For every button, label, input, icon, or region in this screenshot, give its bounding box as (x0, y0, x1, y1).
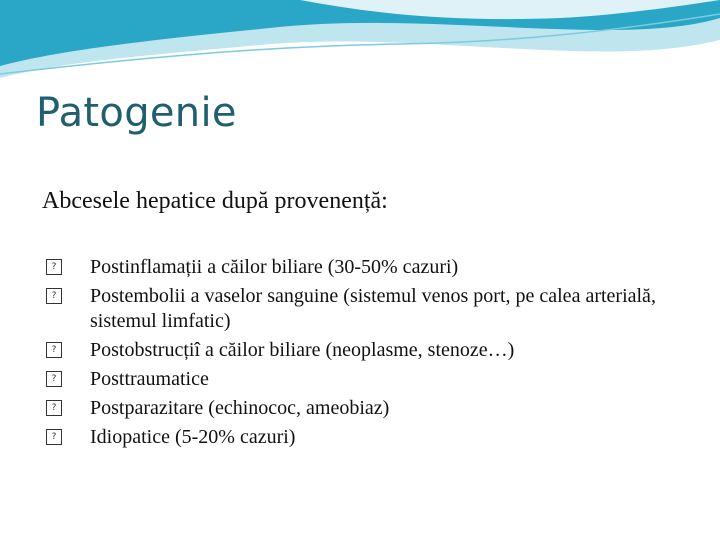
bullet-item (46, 367, 686, 392)
slide-title: Patogenie (36, 90, 237, 136)
bullet-text: Postobstrucțiî a căilor biliare (neoplasme, stenoze…) (90, 339, 515, 361)
missing-glyph-box-icon: ? (46, 288, 62, 304)
bullet-list (46, 255, 686, 454)
missing-glyph-box-icon: ? (46, 342, 62, 358)
bullet-text: Postparazitare (echinococ, ameobiaz) (90, 397, 390, 419)
missing-glyph-box-icon: ? (46, 429, 62, 445)
bullet-item (46, 338, 686, 363)
missing-glyph-box-icon: ? (46, 259, 62, 275)
bullet-text: Postinflamații a căilor biliare (30-50% cazuri) (90, 256, 459, 278)
bullet-text: Postembolii a vaselor sanguine (sistemul venos port, pe calea arterială, sistemul limfatic) (90, 285, 656, 332)
bullet-item (46, 396, 686, 421)
bullet-text: Idiopatice (5-20% cazuri) (90, 426, 296, 448)
bullet-item (46, 284, 686, 334)
missing-glyph-box-icon: ? (46, 400, 62, 416)
missing-glyph-box-icon: ? (46, 371, 62, 387)
slide-subtitle: Abcesele hepatice după provenență: (42, 188, 388, 214)
bullet-text: Posttraumatice (90, 368, 209, 390)
bullet-item (46, 425, 686, 450)
bullet-item (46, 255, 686, 280)
header-wave-decoration (0, 0, 720, 90)
